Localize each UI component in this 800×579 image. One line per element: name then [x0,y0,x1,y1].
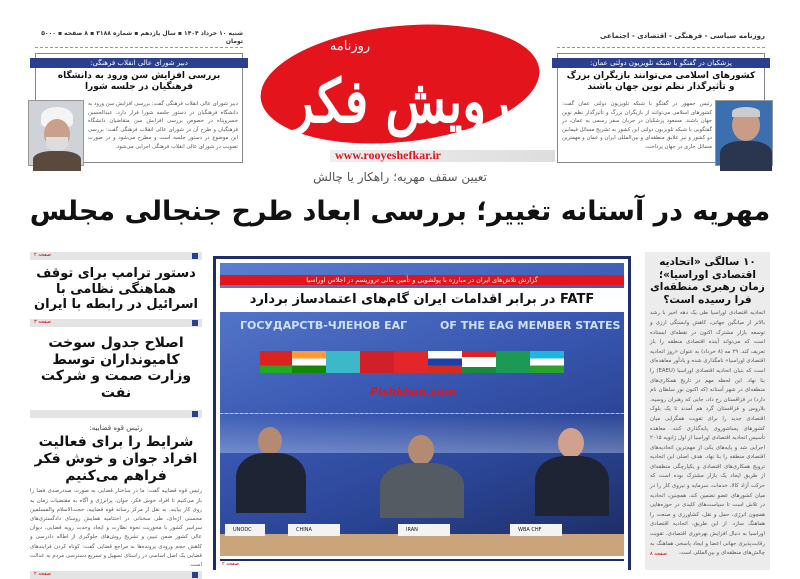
body-text: رئیس قوه قضاییه گفت: ما در ساختار قضایی به صورت صددرصدی فضا را باز می‌کنیم تا افراد خوش فکر، جوان، پرانرژی و آگاه به مقتضیات زمان به روی کار بیایند. به نقل از مرکز رسانه قوه قضاییه، حجت‌الاسلام والمسلمین محسنی اژه‌ای، طی سخنانی در اختتامیه همایش روسای دادگستری‌های سراسر کشور با محوریت نحوه نظارت و ایجاد وحدت رویه قضایی، دیوان عالی کشور ضمن تبیین و تشریح روش‌های جلوگیری از اطاله دادرسی و کاهش حجم ورودی پرونده‌ها به مراجع قضایی گفت: کوتاه کردن فرایندهای قضایی یک اصل اساسی در راستای تسهیل و تسریع دسترسی مردم به عدالت است. [30,488,202,568]
name-placards [225,524,562,536]
issue-line: شنبه ۱۰ خرداد ۱۴۰۴ ▪ سال یازدهم ▪ شماره ۳۱۸۸ ▪ ۸ صفحه ▪ ۵۰۰۰ تومان [41,30,243,45]
tagline: روزنامه سیاسی - فرهنگی - اقتصادی - اجتماعی [599,32,765,40]
divider [557,47,765,48]
logo-label: روزنامه [329,39,371,54]
headline[interactable]: دستور ترامپ برای توقف هماهنگی نظامی با اسرائیل در رابطه با ایران [34,266,198,313]
masthead-logo [255,20,557,148]
body-text: دبیر شورای عالی انقلاب فرهنگی گفت: بررسی افزایش سن ورود به دانشگاه فرهنگیان در دستور جلسه شورا قرار دارد. عبدالحسین خسروپناه در خصوص بررسی افزایش سن متقاضیان دانشگاه فرهنگیان و طرح آن در شورای عالی انقلاب فرهنگی گفت: بررسی این موضوع در دستور جلسه است و مطرح می‌شود و در صورت تصویب در شورای عالی انقلاب فرهنگی اجرایی می‌شود. [88,101,238,150]
kicker-banner: دبیر شورای عالی انقلاب فرهنگی: [30,58,248,68]
left-column [30,252,202,579]
section-strip: صفحه ۲ [30,571,202,579]
right-column-story[interactable] [645,252,770,570]
placard: IRAN [398,524,450,536]
body-text: اتحادیه اقتصادی اوراسیا طی یک دهه اخیر با رشد بالاتر از میانگین جهانی، کاهش وابستگی ارزی و توسعه بازار مشترک اکنون در نقطه‌ای ایستاده است که می‌تواند آینده اقتصادی منطقه را باز تعریف کند. ۲۹ مه (۸ خرداد) به عنوان «روز اتحادیه اقتصادی اوراسیا» نامگذاری شده و یادآور معاهده‌ای است که بنیان اتحادیه اقتصادی اوراسیا (EAEU) را بنا نهاد. این لحظه مهم در تاریخ همکاری‌های منطقه‌ای در شهر آستانه (که اکنون نور سلطان نام دارد) در قزاقستان رخ داد، جایی که رهبران روسیه، بلاروس و قزاقستان گرد هم آمدند تا یک بلوک اقتصادی جدید را برای تقویت همگرایی میان کشورهای پساشوروی پایه‌گذاری کنند. معاهده تأسیس اتحادیه اقتصادی اوراسیا از اول ژانویه ۲۰۱۵ اجرایی شد و پایه‌های یکی از مهم‌ترین اتحادیه‌های اقتصادی منطقه را بنا نهاد. هدف اصلی این اتحادیه ترویج همکاری‌های اقتصادی و یکپارچگی منطقه‌ای از طریق ایجاد یک بازار مشترک بوده است که حرکت آزاد کالا، خدمات، سرمایه و نیروی کار را در میان کشورهای عضو تضمین کند. همچنین، اتحادیه در تلاش است تا سیاست‌های کلیدی در حوزه‌هایی همچون انرژی، حمل و نقل، کشاورزی و صنعت را هماهنگ سازد. از این طریق، اتحادیه اقتصادی اوراسیا به دنبال افزایش بهره‌وری اقتصادی، تقویت رقابت‌پذیری جهانی اعضا و ایجاد پاسخی هماهنگ به چالش‌های منطقه‌ای و بین‌المللی است. [650,310,765,557]
headline: ۱۰ سالگی «اتحادیه اقتصادی اوراسیا»؛ زمان رهبری منطقه‌ای فرا رسیده است؟ [650,256,765,306]
placard: WBA CHF [510,524,562,536]
page-ref[interactable]: صفحه ۲ [222,561,239,567]
logo-text: رویش فکر [290,67,557,137]
watermark: Pishkhan.com [370,385,457,398]
center-feature[interactable] [213,256,631,570]
portrait-photo [715,100,773,166]
screen-text: OF THE EAG MEMBER STATES [440,319,621,332]
feature-headline: FATF در برابر اقدامات ایران گام‌های اعتمادساز بردارد [220,288,624,312]
table [220,534,624,556]
section-strip [30,410,202,418]
headline: کشورهای اسلامی می‌توانند بازیگران بزرگ و تأثیرگذار نظم نوین جهان باشند [566,71,756,92]
kicker-banner: گزارش تلاش‌های ایران در مبارزه با پولشویی و تأمین مالی تروریسم در اجلاس اوراسیا [220,275,624,285]
body-text: رئیس جمهور در گفتگو با شبکه تلویزیون دولتی عمان گفت: کشورهای اسلامی می‌توانند از بازیگران بزرگ و تأثیرگذار نظم نوین جهان باشند. مسعود پزشکیان در جریان سفر رسمی به عمان، در گفتگویی با شبکه تلویزیون دولتی این کشور به تشریح مسائل فیمابین دو کشور و نیز علایق منطقه‌ای و بین‌المللی ایران و عمان و مهمترین مسائل جاری در جهان پرداخت. [562,101,712,150]
headline: بررسی افزایش سن ورود به دانشگاه فرهنگیان در جلسه شورا [57,71,221,92]
placard: UNODC [225,524,265,536]
website-url[interactable]: www.rooyeshefkar.ir [335,148,441,162]
kicker: رئیس قوه قضاییه: [89,423,143,432]
lead-headline[interactable]: مهریه در آستانه تغییر؛ بررسی ابعاد طرح جنجالی مجلس [29,196,771,227]
kicker-banner: پزشکیان در گفتگو با شبکه تلویزیون دولتی عمان: [552,58,770,68]
section-strip: صفحه ۳ [30,319,202,327]
divider [35,47,243,48]
feature-footer [220,559,624,567]
screen-text: ГОСУДАРСТВ-ЧЛЕНОВ ЕАГ [240,319,408,332]
portrait-photo [28,100,84,166]
flags-row [260,351,564,373]
headline[interactable]: شرایط را برای فعالیت افراد جوان و خوش فکر فراهم می‌کنیم [34,433,198,484]
headline[interactable]: اصلاح جدول سوخت کامیونداران توسط وزارت صمت و شرکت نفت [40,334,192,402]
section-strip: صفحه ۲ [30,252,202,260]
page-ref[interactable]: صفحه ۸ [650,551,667,558]
lead-subhead: تعیین سقف مهریه؛ راهکار یا چالش [313,170,487,184]
placard: CHINA [288,524,340,536]
